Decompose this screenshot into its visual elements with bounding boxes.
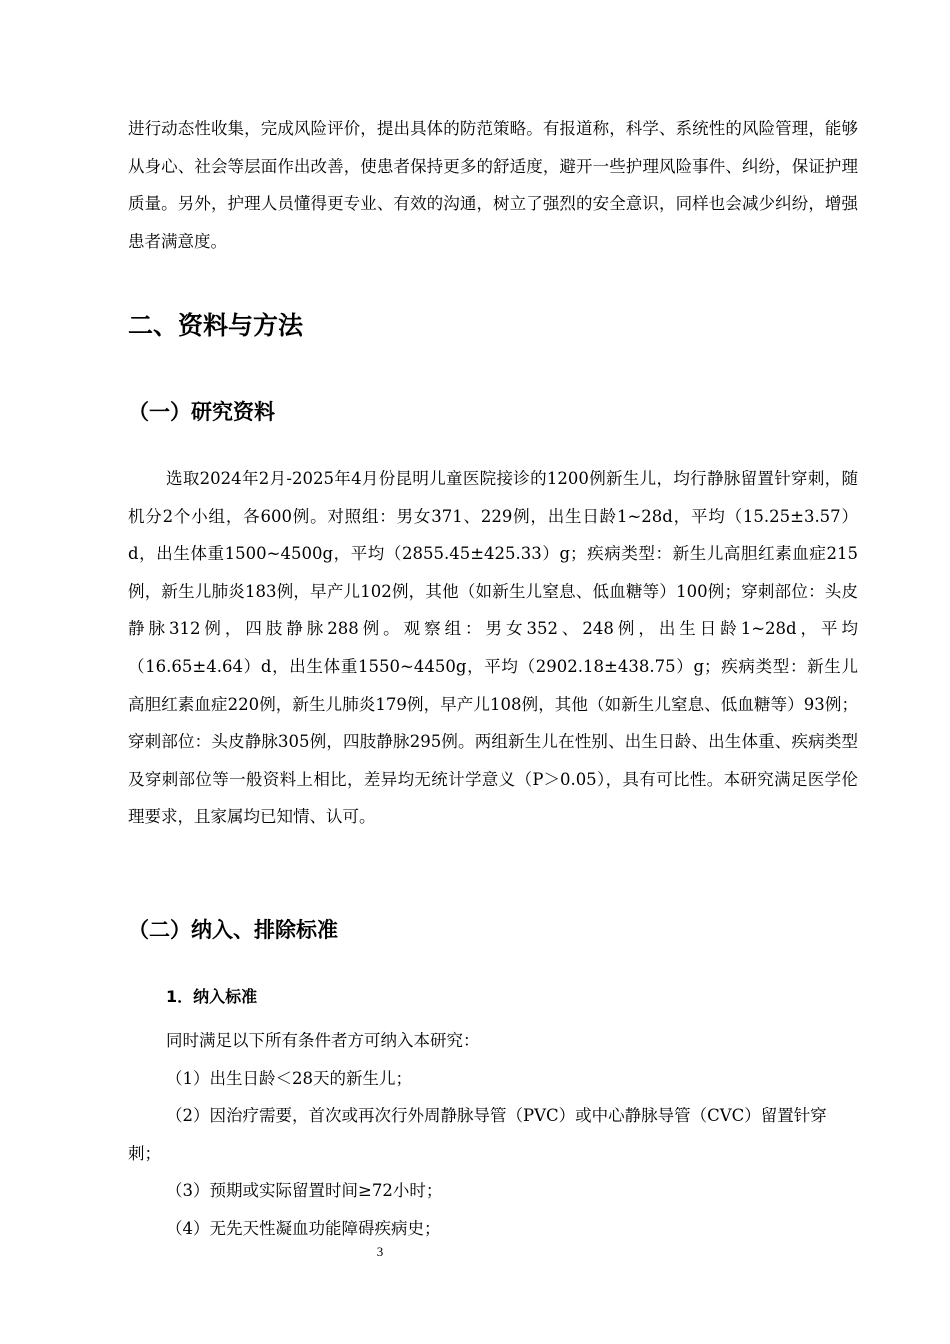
inclusion-item: （3）预期或实际留置时间≥72小时；: [166, 1181, 443, 1201]
inclusion-heading-block: [166, 984, 858, 1010]
inclusion-item: （2）因治疗需要，首次或再次行外周静脉导管（PVC）或中心静脉导管（CVC）留置针穿刺；: [128, 1106, 827, 1163]
subsection-1-paragraph-block: [128, 460, 858, 836]
page-number: 3: [376, 1244, 384, 1259]
inclusion-criteria-heading: 1．纳入标准: [166, 987, 258, 1006]
subsection-2-heading-block: [128, 915, 858, 945]
section-2-heading-block: [128, 308, 858, 344]
research-data-paragraph: 选取2024年2月-2025年4月份昆明儿童医院接诊的1200例新生儿，均行静脉留置针穿刺，随机分2个小组，各600例。对照组：男女371、229例，出生日龄1~28d，平均（15.25±3.57）d，出生体重1500~4500g，平均（2855.45±425.33）g；疾病类型：新生儿高胆红素血症215例，新生儿肺炎183例，早产儿102例，其他（如新生儿窒息、低血糖等）100例；穿刺部位：头皮静脉312例，四肢静脉288例。观察组：男女352、248例，出生日龄1~28d，平均（16.65±4.64）d，出生体重1550~4450g，平均（2902.18±438.75）g；疾病类型：新生儿高胆红素血症220例，新生儿肺炎179例，早产儿108例，其他（如新生儿窒息、低血糖等）93例；穿刺部位：头皮静脉305例，四肢静脉295例。两组新生儿在性别、出生日龄、出生体重、疾病类型及穿刺部位等一般资料上相比，差异均无统计学意义（P＞0.05），具有可比性。本研究满足医学伦理要求，且家属均已知情、认可。: [128, 469, 858, 827]
subsection-1-heading-block: [128, 397, 858, 427]
inclusion-lead: 同时满足以下所有条件者方可纳入本研究：: [166, 1031, 480, 1050]
inclusion-list-block: [128, 1022, 858, 1248]
subsection-heading-research-data: （一）研究资料: [128, 400, 275, 424]
intro-paragraph: 进行动态性收集，完成风险评价，提出具体的防范策略。有报道称，科学、系统性的风险管理，能够从身心、社会等层面作出改善，使患者保持更多的舒适度，避开一些护理风险事件、纠纷，保证护理质量。另外，护理人员懂得更专业、有效的沟通，树立了强烈的安全意识，同样也会减少纠纷，增强患者满意度。: [128, 119, 858, 251]
section-heading: 二、资料与方法: [128, 311, 304, 340]
inclusion-item: （1）出生日龄＜28天的新生儿；: [166, 1068, 412, 1088]
intro-paragraph-block: [128, 110, 858, 260]
inclusion-item: （4）无先天性凝血功能障碍疾病史；: [166, 1218, 441, 1238]
subsection-heading-criteria: （二）纳入、排除标准: [128, 918, 338, 942]
